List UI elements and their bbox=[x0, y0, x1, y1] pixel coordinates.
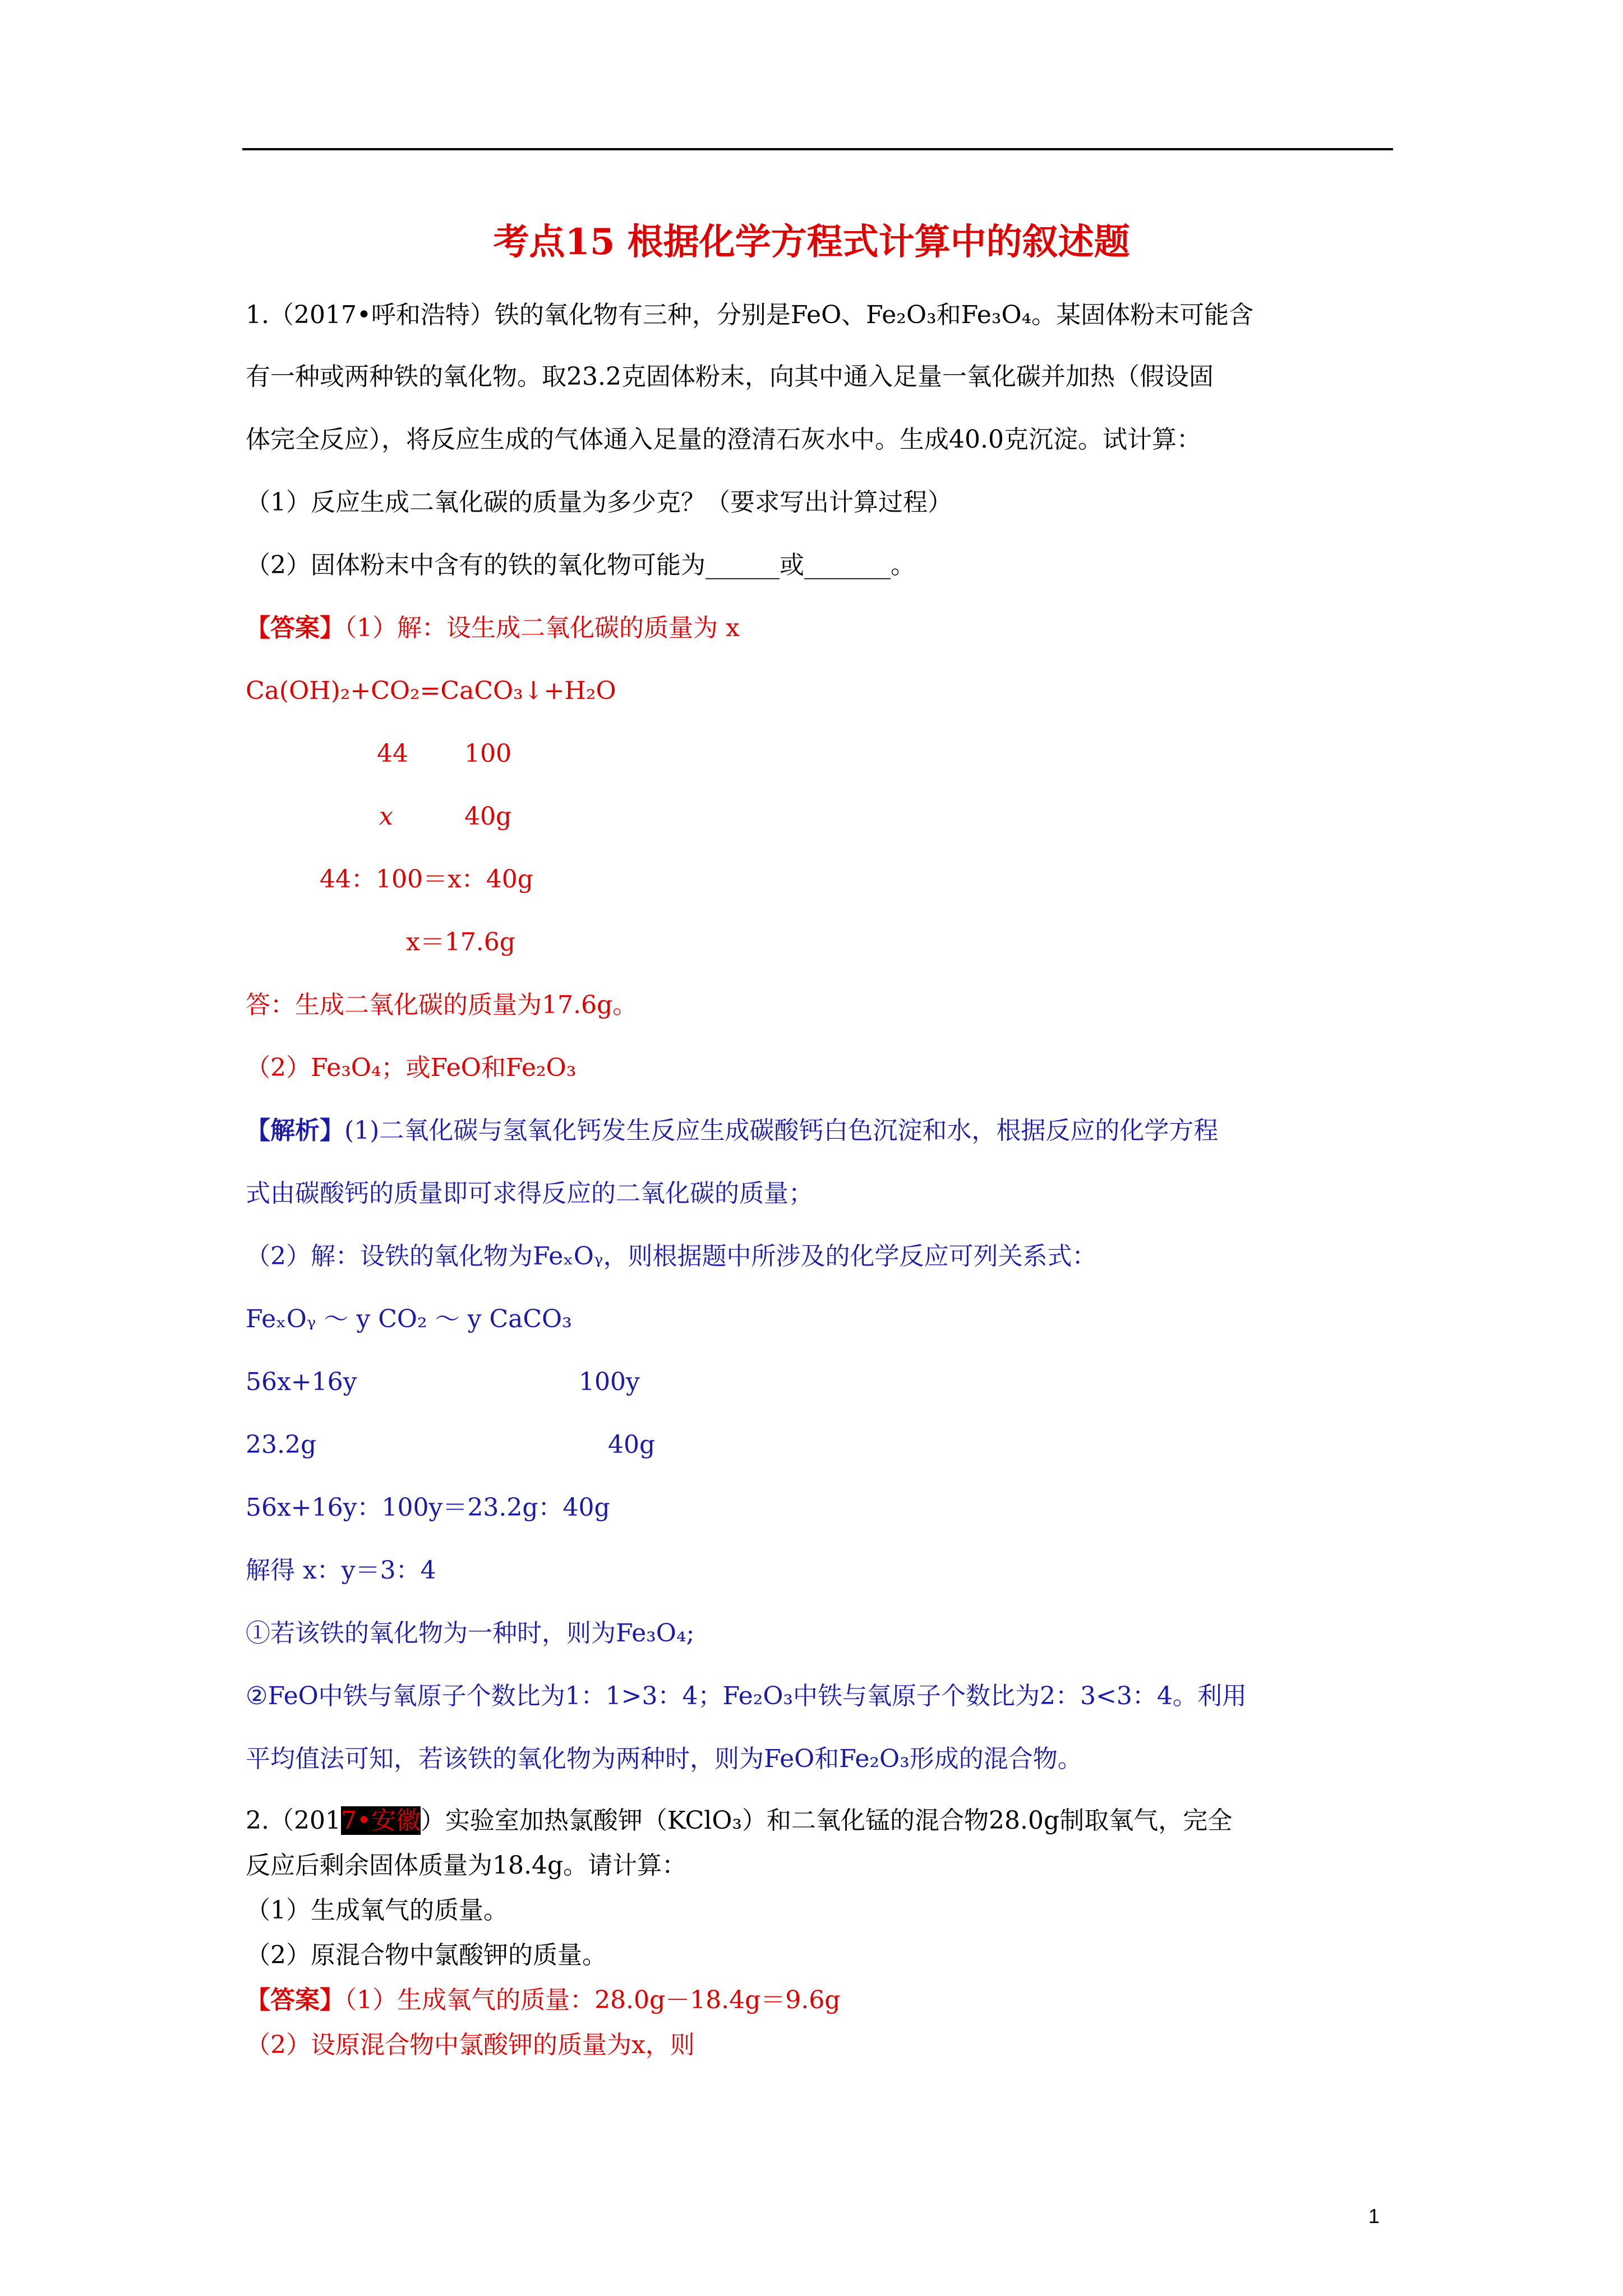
header-rule bbox=[242, 148, 1393, 150]
e1-line-2: 式由碳酸钙的质量即可求得反应的二氧化碳的质量； bbox=[246, 1179, 813, 1208]
a1-conclusion: 答：生成二氧化碳的质量为17.6g。 bbox=[246, 991, 638, 1019]
q2-line-3: （1）生成氧气的质量。 bbox=[246, 1896, 508, 1925]
e1-row1-a: 56x+16y bbox=[246, 1368, 357, 1396]
q1-line-5: （2）固体粉末中含有的铁的氧化物可能为______或_______。 bbox=[246, 551, 915, 579]
q2-line-2: 反应后剩余固体质量为18.4g。请计算： bbox=[246, 1851, 687, 1880]
e1-row2-a: 23.2g bbox=[246, 1430, 317, 1459]
a1-text: （1）解：设生成二氧化碳的质量为 x bbox=[344, 614, 740, 642]
answer-bracket: 【答案】 bbox=[246, 614, 344, 642]
a1-part2: （2）Fe₃O₄；或FeO和Fe₂O₃ bbox=[246, 1053, 577, 1082]
e1-case-3: 平均值法可知，若该铁的氧化物为两种时，则为FeO和Fe₂O₃形成的混合物。 bbox=[246, 1745, 1082, 1773]
e1-text: (1)二氧化碳与氢氧化钙发生反应生成碳酸钙白色沉淀和水，根据反应的化学方程 bbox=[344, 1116, 1219, 1145]
a1-row2-b: 40g bbox=[464, 802, 512, 831]
a2-text: （1）生成氧气的质量：28.0g－18.4g＝9.6g bbox=[344, 1986, 841, 2014]
q1-line-3: 体完全反应），将反应生成的气体通入足量的澄清石灰水中。生成40.0克沉淀。试计算： bbox=[246, 425, 1201, 454]
q2-highlight: 7•安徽 bbox=[340, 1806, 421, 1835]
e1-row1-b: 100y bbox=[579, 1368, 640, 1396]
a1-row1-b: 100 bbox=[464, 739, 511, 768]
q2-prefix: 2.（201 bbox=[246, 1806, 341, 1835]
a1-equation: Ca(OH)₂+CO₂=CaCO₃↓+H₂O bbox=[246, 677, 616, 705]
q2-line-4: （2）原混合物中氯酸钾的质量。 bbox=[246, 1941, 607, 1970]
page-title: 考点15 根据化学方程式计算中的叙述题 bbox=[493, 221, 1130, 263]
e1-solve: 解得 x：y＝3：4 bbox=[246, 1556, 436, 1585]
a1-ratio: 44：100＝x：40g bbox=[320, 865, 533, 894]
explanation-bracket: 【解析】 bbox=[246, 1116, 344, 1145]
e1-relation: FeₓOᵧ ～ y CO₂ ～ y CaCO₃ bbox=[246, 1305, 572, 1333]
q1-line-2: 有一种或两种铁的氧化物。取23.2克固体粉末，向其中通入足量一氧化碳并加热（假设固 bbox=[246, 362, 1214, 391]
page-number: 1 bbox=[1368, 2205, 1380, 2228]
e1-line-1 bbox=[246, 1114, 1218, 1148]
a1-row2-a: x bbox=[379, 802, 393, 831]
e1-ratio: 56x+16y：100y＝23.2g：40g bbox=[246, 1493, 610, 1522]
q2-suffix: ）实验室加热氯酸钾（KClO₃）和二氧化锰的混合物28.0g制取氧气，完全 bbox=[420, 1806, 1233, 1835]
q1-line-4: （1）反应生成二氧化碳的质量为多少克？（要求写出计算过程） bbox=[246, 488, 952, 517]
q1-line-1: 1.（2017•呼和浩特）铁的氧化物有三种，分别是FeO、Fe₂O₃和Fe₃O₄。某固体粉末可能含 bbox=[246, 301, 1254, 329]
q2-line-1 bbox=[246, 1804, 1232, 1838]
a1-result: x＝17.6g bbox=[406, 928, 515, 956]
e1-case-2: ②FeO中铁与氧原子个数比为1：1>3：4；Fe₂O₃中铁与氧原子个数比为2：3<3：4。利用 bbox=[246, 1682, 1247, 1710]
a1-row1-a: 44 bbox=[377, 739, 408, 768]
e1-line-3: （2）解：设铁的氧化物为FeₓOᵧ，则根据题中所涉及的化学反应可列关系式： bbox=[246, 1242, 1097, 1271]
e1-row2-b: 40g bbox=[608, 1430, 656, 1459]
a2-line-2: （2）设原混合物中氯酸钾的质量为x，则 bbox=[246, 2031, 695, 2059]
e1-case-1: ①若该铁的氧化物为一种时，则为Fe₃O₄; bbox=[246, 1619, 695, 1648]
a2-line-1 bbox=[246, 1984, 840, 2017]
answer-bracket-2: 【答案】 bbox=[246, 1986, 344, 2014]
a1-line-1 bbox=[246, 611, 740, 645]
